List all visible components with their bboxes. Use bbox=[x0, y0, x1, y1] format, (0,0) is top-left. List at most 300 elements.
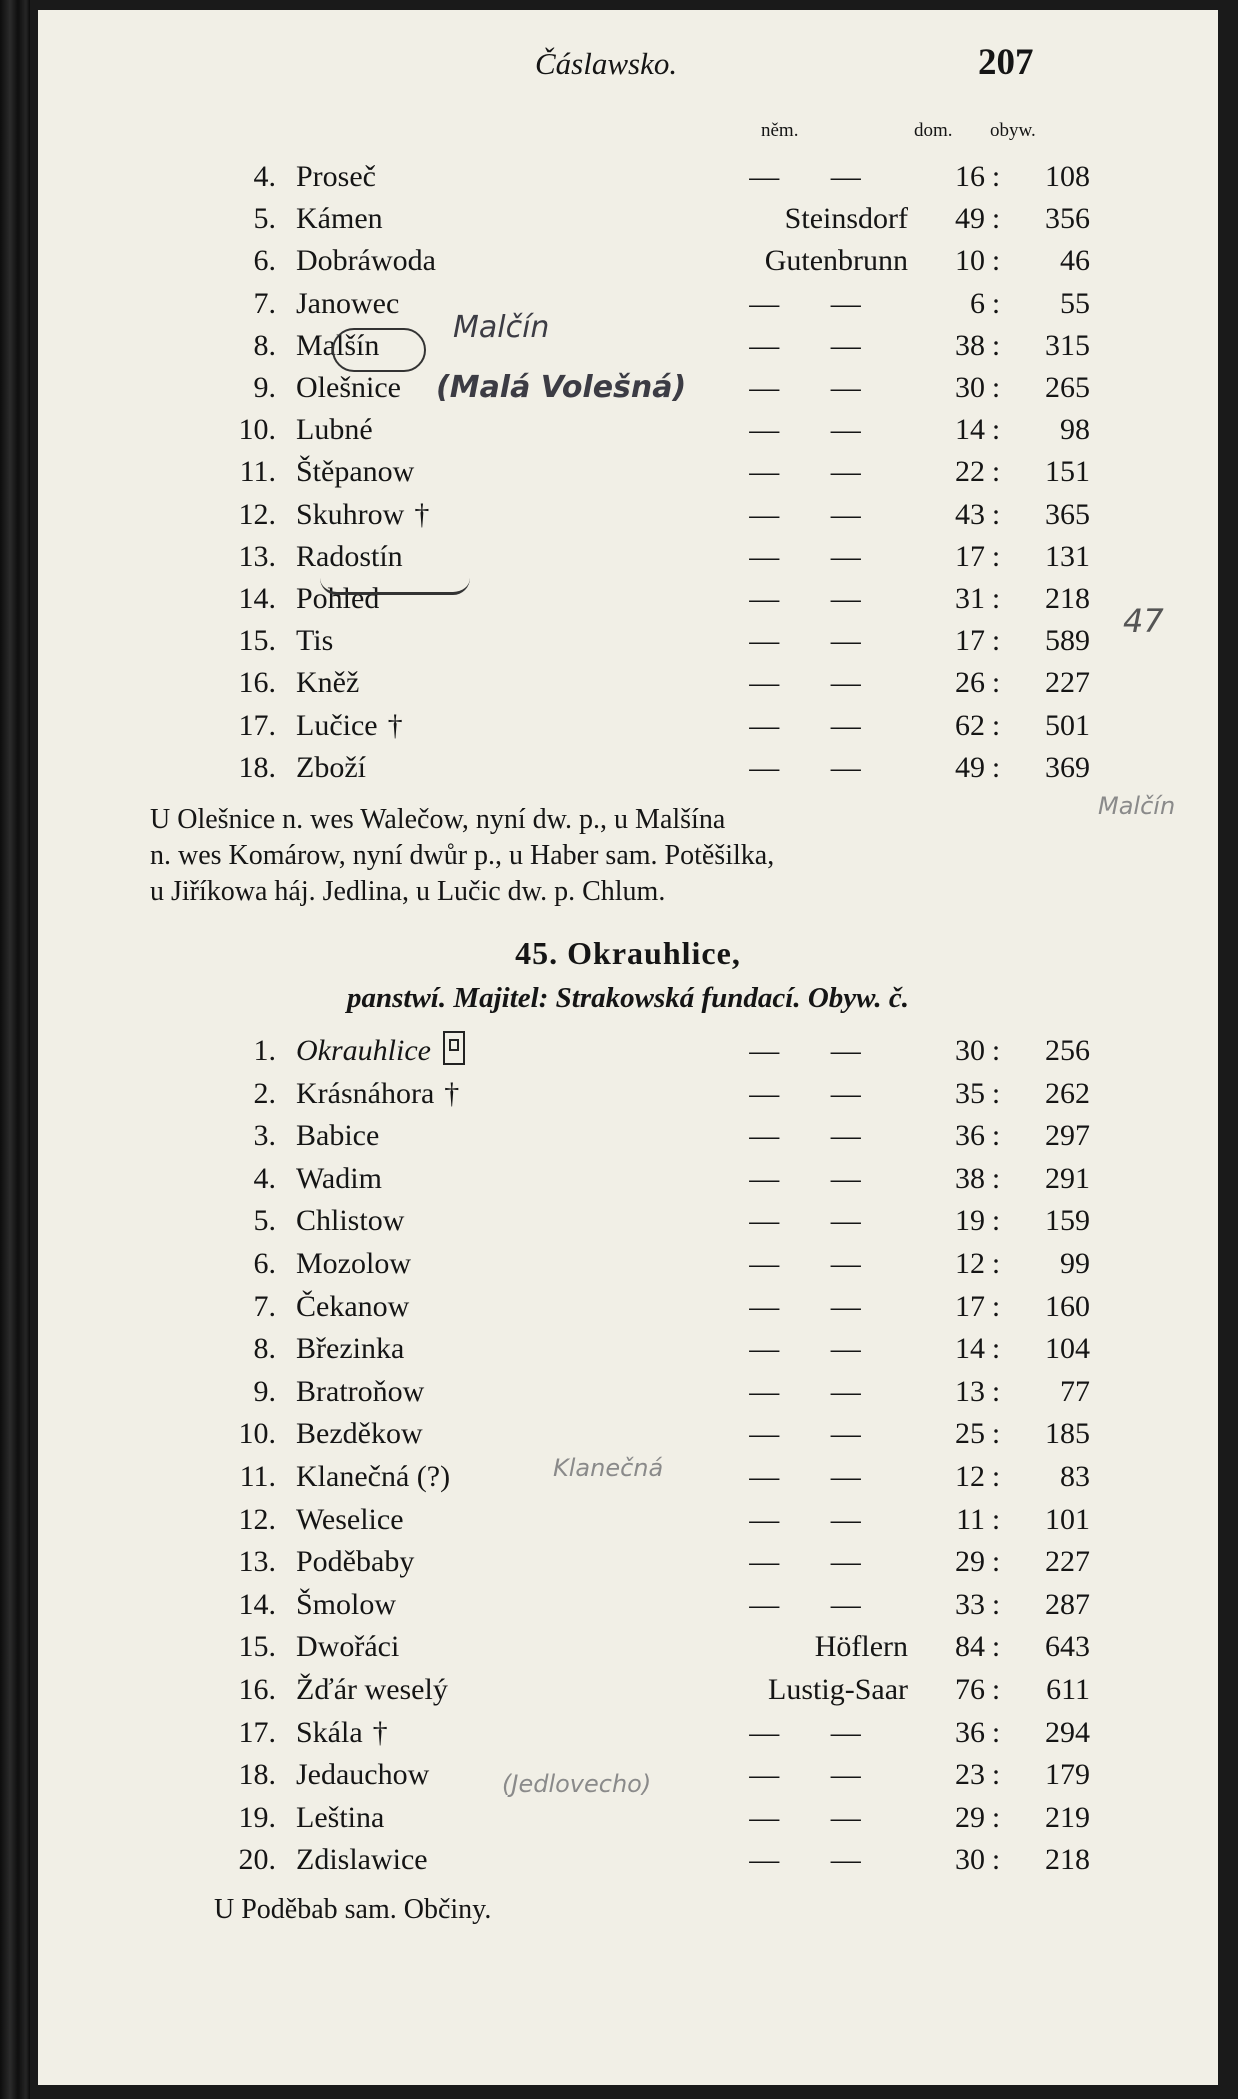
village-name bbox=[296, 620, 333, 662]
village-name-text: Lučice bbox=[296, 708, 378, 742]
table-row bbox=[38, 1499, 1218, 1541]
population-count: 365 bbox=[1045, 497, 1090, 531]
colon-separator: : bbox=[991, 286, 1001, 320]
houses-count: 14 bbox=[955, 1332, 985, 1366]
population-count: 218 bbox=[1045, 582, 1090, 615]
row-number: 13. bbox=[238, 1545, 276, 1579]
village-name-text: Čekanow bbox=[296, 1289, 410, 1323]
village-name bbox=[296, 1073, 459, 1115]
ditto-dashes: — — bbox=[749, 1843, 883, 1877]
colon-separator: : bbox=[991, 1332, 1001, 1366]
village-name-text: Zdislawice bbox=[296, 1843, 428, 1877]
population-count: 159 bbox=[1045, 1204, 1090, 1238]
book-page bbox=[38, 10, 1218, 2085]
colon-separator: : bbox=[991, 1076, 1001, 1110]
church-cross-icon: † bbox=[414, 497, 430, 531]
church-cross-icon: † bbox=[372, 1715, 388, 1749]
table-row bbox=[38, 409, 1218, 451]
population-count: 99 bbox=[1060, 1247, 1090, 1280]
village-name bbox=[296, 451, 414, 493]
ditto-dashes: — — bbox=[749, 286, 883, 320]
village-name-text: Malšín bbox=[296, 328, 380, 362]
colon-separator: : bbox=[991, 1715, 1001, 1749]
houses-count: 22 bbox=[955, 455, 985, 489]
houses-count: 6 bbox=[970, 286, 985, 320]
colon-separator: : bbox=[991, 160, 1001, 193]
ditto-dashes: — — bbox=[749, 1204, 883, 1238]
village-name-text: Žďár weselý bbox=[296, 1673, 448, 1706]
column-header-obyw: obyw. bbox=[990, 120, 1036, 141]
table-row bbox=[38, 1584, 1218, 1626]
village-name bbox=[296, 1115, 379, 1157]
colon-separator: : bbox=[991, 582, 1001, 615]
table-row bbox=[38, 1115, 1218, 1157]
section-title: 45. Okrauhlice, bbox=[515, 935, 741, 971]
colon-separator: : bbox=[991, 413, 1001, 447]
colon-separator: : bbox=[991, 1034, 1001, 1067]
ditto-dashes: — — bbox=[749, 624, 883, 658]
row-number: 17. bbox=[238, 708, 276, 742]
table-row bbox=[38, 1030, 1218, 1072]
village-name-text: Bezděkow bbox=[296, 1417, 423, 1451]
table-row bbox=[38, 705, 1218, 747]
village-name-text: Babice bbox=[296, 1119, 380, 1153]
row-number: 10. bbox=[238, 1417, 276, 1451]
houses-count: 30 bbox=[955, 1034, 985, 1067]
population-count: 227 bbox=[1045, 1545, 1090, 1579]
row-number: 18. bbox=[238, 1758, 276, 1792]
village-name bbox=[296, 1328, 404, 1370]
village-name bbox=[296, 705, 403, 747]
german-name: Gutenbrunn bbox=[764, 244, 908, 278]
row-number: 7. bbox=[253, 1289, 276, 1323]
population-count: 179 bbox=[1045, 1758, 1090, 1792]
note-line-3: u Jiříkowa háj. Jedlina, u Lučic dw. p. Chlum. bbox=[150, 876, 666, 907]
village-name-text: Mozolow bbox=[296, 1247, 411, 1280]
village-name bbox=[296, 1626, 399, 1668]
village-name-text: Tis bbox=[296, 624, 334, 658]
colon-separator: : bbox=[991, 1460, 1001, 1493]
table-row bbox=[38, 1243, 1218, 1285]
village-name-text: Kněž bbox=[296, 666, 360, 700]
ditto-dashes: — — bbox=[749, 1800, 883, 1834]
village-name-text: Kámen bbox=[296, 202, 383, 236]
village-name bbox=[296, 367, 401, 409]
houses-count: 62 bbox=[955, 708, 985, 742]
page-number: 207 bbox=[978, 42, 1034, 83]
population-count: 356 bbox=[1045, 202, 1090, 236]
ditto-dashes: — — bbox=[749, 160, 883, 193]
houses-count: 84 bbox=[955, 1630, 985, 1664]
houses-count: 17 bbox=[955, 1289, 985, 1323]
table-row bbox=[38, 747, 1218, 789]
village-name bbox=[296, 1158, 382, 1200]
village-name bbox=[296, 1371, 424, 1413]
table-row bbox=[38, 1073, 1218, 1115]
population-count: 46 bbox=[1060, 244, 1090, 278]
row-number: 7. bbox=[253, 286, 276, 320]
table-row bbox=[38, 662, 1218, 704]
houses-count: 16 bbox=[955, 160, 985, 193]
houses-count: 35 bbox=[955, 1076, 985, 1110]
table-row bbox=[38, 198, 1218, 240]
village-name-text: Štěpanow bbox=[296, 455, 415, 489]
village-name-text: Okrauhlice bbox=[296, 1034, 431, 1067]
village-name bbox=[296, 1286, 409, 1328]
ditto-dashes: — — bbox=[749, 1332, 883, 1366]
colon-separator: : bbox=[991, 1289, 1001, 1323]
houses-count: 23 bbox=[955, 1758, 985, 1792]
note-line-1: U Olešnice n. wes Walečow, nyní dw. p., u Malšína bbox=[150, 804, 726, 835]
population-count: 589 bbox=[1045, 624, 1090, 658]
table-row bbox=[38, 283, 1218, 325]
book-spine-edge bbox=[0, 0, 30, 2099]
church-cross-icon: † bbox=[387, 708, 403, 742]
houses-count: 49 bbox=[955, 750, 985, 784]
village-name-text: Poděbaby bbox=[296, 1545, 415, 1579]
village-name-text: Šmolow bbox=[296, 1587, 397, 1621]
colon-separator: : bbox=[991, 624, 1001, 658]
village-name bbox=[296, 198, 383, 240]
ditto-dashes: — — bbox=[749, 1119, 883, 1153]
village-name bbox=[296, 747, 366, 789]
row-number: 8. bbox=[253, 1332, 276, 1366]
ditto-dashes: — — bbox=[749, 455, 883, 489]
ditto-dashes: — — bbox=[749, 497, 883, 531]
ditto-dashes: — — bbox=[749, 1587, 883, 1621]
houses-count: 30 bbox=[955, 371, 985, 404]
houses-count: 29 bbox=[955, 1545, 985, 1579]
population-count: 98 bbox=[1060, 413, 1090, 447]
ditto-dashes: — — bbox=[749, 413, 883, 447]
houses-count: 17 bbox=[955, 539, 985, 573]
row-number: 3. bbox=[253, 1119, 276, 1153]
table-row bbox=[38, 1839, 1218, 1881]
table-row bbox=[38, 1328, 1218, 1370]
houses-count: 36 bbox=[955, 1119, 985, 1153]
houses-count: 31 bbox=[955, 582, 985, 615]
village-name-text: Weselice bbox=[296, 1502, 404, 1536]
village-name bbox=[296, 494, 429, 536]
row-number: 4. bbox=[253, 1161, 276, 1195]
ditto-dashes: — — bbox=[749, 708, 883, 742]
ditto-dashes: — — bbox=[749, 1715, 883, 1749]
handwritten-malsina: Malčín bbox=[1098, 792, 1176, 820]
table-row bbox=[38, 451, 1218, 493]
population-count: 287 bbox=[1045, 1587, 1090, 1621]
village-name-text: Pohled bbox=[296, 582, 380, 615]
houses-count: 30 bbox=[955, 1843, 985, 1877]
table-row bbox=[38, 1669, 1218, 1711]
ditto-dashes: — — bbox=[749, 666, 883, 700]
village-name-text: Jedauchow bbox=[296, 1758, 430, 1792]
row-number: 16. bbox=[238, 1673, 276, 1706]
village-name bbox=[296, 1413, 423, 1455]
row-number: 17. bbox=[238, 1715, 276, 1749]
houses-count: 17 bbox=[955, 624, 985, 658]
population-count: 294 bbox=[1045, 1715, 1090, 1749]
population-count: 108 bbox=[1045, 160, 1090, 193]
village-name bbox=[296, 1541, 414, 1583]
table-row bbox=[38, 578, 1218, 620]
row-number: 18. bbox=[238, 750, 276, 784]
colon-separator: : bbox=[991, 1374, 1001, 1408]
ditto-dashes: — — bbox=[749, 328, 883, 362]
castle-icon bbox=[443, 1031, 465, 1065]
table-row bbox=[38, 1413, 1218, 1455]
population-count: 104 bbox=[1045, 1332, 1090, 1366]
colon-separator: : bbox=[991, 244, 1001, 278]
village-name bbox=[296, 1669, 448, 1711]
village-name bbox=[296, 662, 359, 704]
village-name-text: Radostín bbox=[296, 539, 403, 573]
colon-separator: : bbox=[991, 666, 1001, 700]
village-name bbox=[296, 1839, 428, 1881]
row-number: 20. bbox=[238, 1843, 276, 1877]
row-number: 12. bbox=[238, 497, 276, 531]
village-name-text: Krásnáhora bbox=[296, 1076, 435, 1110]
village-name bbox=[296, 1712, 388, 1754]
colon-separator: : bbox=[991, 1673, 1001, 1706]
ditto-dashes: — — bbox=[749, 1502, 883, 1536]
village-name-text: Leština bbox=[296, 1800, 385, 1834]
houses-count: 13 bbox=[955, 1374, 985, 1408]
ditto-dashes: — — bbox=[749, 1289, 883, 1323]
german-name: Höflern bbox=[814, 1630, 908, 1664]
ditto-dashes: — — bbox=[749, 1545, 883, 1579]
houses-count: 33 bbox=[955, 1587, 985, 1621]
houses-count: 29 bbox=[955, 1800, 985, 1834]
houses-count: 19 bbox=[955, 1204, 985, 1238]
houses-count: 49 bbox=[955, 202, 985, 236]
colon-separator: : bbox=[991, 1545, 1001, 1579]
colon-separator: : bbox=[991, 1800, 1001, 1834]
row-number: 13. bbox=[238, 539, 276, 573]
village-name bbox=[296, 1797, 384, 1839]
houses-count: 11 bbox=[956, 1502, 985, 1536]
table-row bbox=[38, 620, 1218, 662]
row-number: 6. bbox=[253, 1247, 276, 1280]
row-number: 5. bbox=[253, 202, 276, 236]
colon-separator: : bbox=[991, 708, 1001, 742]
colon-separator: : bbox=[991, 497, 1001, 531]
german-name: Steinsdorf bbox=[784, 202, 908, 236]
village-name-text: Dobráwoda bbox=[296, 244, 436, 278]
table-row bbox=[38, 1541, 1218, 1583]
column-header-dom: dom. bbox=[914, 120, 953, 141]
houses-count: 76 bbox=[955, 1673, 985, 1706]
table-row bbox=[38, 1626, 1218, 1668]
row-number: 1. bbox=[253, 1034, 276, 1067]
running-head bbox=[38, 36, 1218, 92]
row-number: 11. bbox=[239, 455, 276, 489]
village-name bbox=[296, 240, 436, 282]
village-name-text: Dwořáci bbox=[296, 1630, 400, 1664]
village-name bbox=[296, 1200, 404, 1242]
houses-count: 10 bbox=[955, 244, 985, 278]
handwritten-margin-47: 47 bbox=[1123, 602, 1164, 640]
row-number: 2. bbox=[253, 1076, 276, 1110]
ditto-dashes: — — bbox=[749, 1460, 883, 1493]
village-name bbox=[296, 156, 376, 198]
row-number: 16. bbox=[238, 666, 276, 700]
colon-separator: : bbox=[991, 328, 1001, 362]
population-count: 151 bbox=[1045, 455, 1090, 489]
row-number: 15. bbox=[238, 624, 276, 658]
village-name-text: Chlistow bbox=[296, 1204, 405, 1238]
table-row bbox=[38, 536, 1218, 578]
village-name-text: Olešnice bbox=[296, 371, 401, 404]
column-header-nem: něm. bbox=[761, 120, 799, 141]
row-number: 12. bbox=[238, 1502, 276, 1536]
church-cross-icon: † bbox=[444, 1076, 460, 1110]
village-name bbox=[296, 1584, 396, 1626]
houses-count: 12 bbox=[955, 1460, 985, 1493]
village-name bbox=[296, 536, 403, 578]
houses-count: 38 bbox=[955, 1161, 985, 1195]
colon-separator: : bbox=[991, 750, 1001, 784]
village-name bbox=[296, 1754, 429, 1796]
village-name-text: Wadim bbox=[296, 1161, 382, 1195]
german-name: Lustig-Saar bbox=[768, 1673, 908, 1706]
row-number: 9. bbox=[253, 371, 276, 404]
village-name-text: Skála bbox=[296, 1715, 363, 1749]
village-name bbox=[296, 283, 399, 325]
colon-separator: : bbox=[991, 1502, 1001, 1536]
village-name bbox=[296, 1456, 450, 1498]
table-row bbox=[38, 1712, 1218, 1754]
table-row bbox=[38, 156, 1218, 198]
table-row bbox=[38, 1797, 1218, 1839]
ditto-dashes: — — bbox=[749, 582, 883, 615]
ditto-dashes: — — bbox=[749, 1076, 883, 1110]
village-name-text: Bratroňow bbox=[296, 1374, 425, 1408]
colon-separator: : bbox=[991, 1247, 1001, 1280]
houses-count: 38 bbox=[955, 328, 985, 362]
ditto-dashes: — — bbox=[749, 1161, 883, 1195]
village-name-text: Březinka bbox=[296, 1332, 405, 1366]
village-name-text: Lubné bbox=[296, 413, 373, 447]
colon-separator: : bbox=[991, 1161, 1001, 1195]
ditto-dashes: — — bbox=[749, 1417, 883, 1451]
village-name-text: Janowec bbox=[296, 286, 400, 320]
colon-separator: : bbox=[991, 202, 1001, 236]
colon-separator: : bbox=[991, 371, 1001, 404]
population-count: 185 bbox=[1045, 1417, 1090, 1451]
table-row bbox=[38, 1158, 1218, 1200]
row-number: 5. bbox=[253, 1204, 276, 1238]
houses-count: 36 bbox=[955, 1715, 985, 1749]
population-count: 262 bbox=[1045, 1076, 1090, 1110]
village-name bbox=[296, 409, 373, 451]
population-count: 160 bbox=[1045, 1289, 1090, 1323]
row-number: 4. bbox=[253, 160, 276, 193]
houses-count: 12 bbox=[955, 1247, 985, 1280]
village-name bbox=[296, 1030, 465, 1072]
ditto-dashes: — — bbox=[749, 539, 883, 573]
houses-count: 26 bbox=[955, 666, 985, 700]
ditto-dashes: — — bbox=[749, 1034, 883, 1067]
population-count: 256 bbox=[1045, 1034, 1090, 1067]
population-count: 643 bbox=[1045, 1630, 1090, 1664]
table-row bbox=[38, 1200, 1218, 1242]
population-count: 77 bbox=[1060, 1374, 1090, 1408]
population-count: 55 bbox=[1060, 286, 1090, 320]
handwritten-malkin: Malčín bbox=[453, 310, 550, 345]
row-number: 15. bbox=[238, 1630, 276, 1664]
village-name-text: Klanečná (?) bbox=[296, 1460, 451, 1493]
population-count: 218 bbox=[1045, 1843, 1090, 1877]
population-count: 101 bbox=[1045, 1502, 1090, 1536]
row-number: 19. bbox=[238, 1800, 276, 1834]
row-number: 6. bbox=[253, 244, 276, 278]
ditto-dashes: — — bbox=[749, 1374, 883, 1408]
row-number: 10. bbox=[238, 413, 276, 447]
colon-separator: : bbox=[991, 455, 1001, 489]
colon-separator: : bbox=[991, 1204, 1001, 1238]
row-number: 8. bbox=[253, 328, 276, 362]
handwritten-mala-volesna: (Malá Volešná) bbox=[436, 370, 687, 405]
houses-count: 14 bbox=[955, 413, 985, 447]
ditto-dashes: — — bbox=[749, 750, 883, 784]
village-name bbox=[296, 1499, 404, 1541]
colon-separator: : bbox=[991, 539, 1001, 573]
row-number: 9. bbox=[253, 1374, 276, 1408]
ditto-dashes: — — bbox=[749, 1247, 883, 1280]
population-count: 611 bbox=[1046, 1673, 1090, 1706]
table-row bbox=[38, 1371, 1218, 1413]
population-count: 315 bbox=[1045, 328, 1090, 362]
houses-count: 25 bbox=[955, 1417, 985, 1451]
ink-circle-annotation bbox=[332, 328, 426, 372]
village-name-text: Skuhrow bbox=[296, 497, 405, 531]
note-line-2: n. wes Komárow, nyní dwůr p., u Haber sam. Potěšilka, bbox=[150, 840, 775, 871]
colon-separator: : bbox=[991, 1417, 1001, 1451]
page-title: Čáslawsko. bbox=[535, 46, 678, 81]
ink-underline-annotation bbox=[320, 578, 470, 595]
population-count: 131 bbox=[1045, 539, 1090, 573]
row-number: 14. bbox=[238, 1587, 276, 1621]
colon-separator: : bbox=[991, 1843, 1001, 1877]
population-count: 219 bbox=[1045, 1800, 1090, 1834]
row-number: 14. bbox=[238, 582, 276, 615]
colon-separator: : bbox=[991, 1630, 1001, 1664]
ditto-dashes: — — bbox=[749, 1758, 883, 1792]
table-row bbox=[38, 1286, 1218, 1328]
houses-count: 43 bbox=[955, 497, 985, 531]
handwritten-klanecna: Klanečná bbox=[553, 1454, 664, 1482]
handwritten-jedauchow: (Jedlovecho) bbox=[502, 1770, 652, 1798]
population-count: 501 bbox=[1045, 708, 1090, 742]
population-count: 291 bbox=[1045, 1161, 1090, 1195]
table-row bbox=[38, 240, 1218, 282]
table-row bbox=[38, 494, 1218, 536]
village-name bbox=[296, 1243, 411, 1285]
colon-separator: : bbox=[991, 1758, 1001, 1792]
closing-note: U Poděbab sam. Občiny. bbox=[214, 1894, 492, 1925]
population-count: 265 bbox=[1045, 371, 1090, 404]
village-name-text: Zboží bbox=[296, 750, 366, 784]
section-subtitle: panstwí. Majitel: Strakowská fundací. Obyw. č. bbox=[346, 982, 910, 1014]
population-count: 297 bbox=[1045, 1119, 1090, 1153]
population-count: 227 bbox=[1045, 666, 1090, 700]
colon-separator: : bbox=[991, 1119, 1001, 1153]
row-number: 11. bbox=[239, 1460, 276, 1493]
table-row bbox=[38, 325, 1218, 367]
population-count: 83 bbox=[1060, 1460, 1090, 1493]
village-name-text: Proseč bbox=[296, 160, 376, 193]
colon-separator: : bbox=[991, 1587, 1001, 1621]
